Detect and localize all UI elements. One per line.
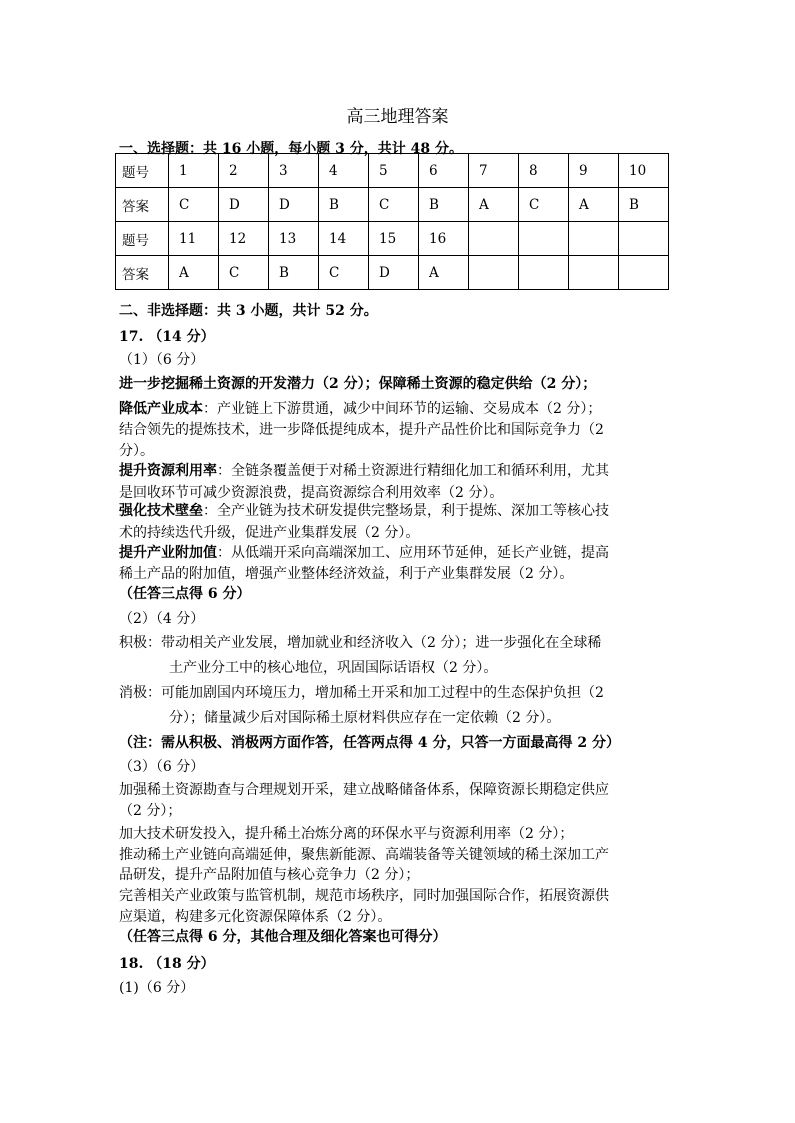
page-title: 高三地理答案 xyxy=(346,107,449,127)
answer-line: 积极：带动相关产业发展，增加就业和经济收入（2 分）；进一步强化在全球稀 xyxy=(119,635,602,651)
table-cell: B xyxy=(319,188,369,222)
table-cell: A xyxy=(419,256,469,290)
table-cell: C xyxy=(219,256,269,290)
q17-part3-label: （3）（6 分） xyxy=(119,759,205,775)
answer-line: 术的持续迭代升级，促进产业集群发展（2 分）。 xyxy=(119,525,420,541)
table-cell xyxy=(619,256,669,290)
table-row xyxy=(116,188,669,222)
answer-line: （2 分）； xyxy=(119,803,182,819)
answer-line: 结合领先的提炼技术，进一步降低提纯成本，提升产品性价比和国际竞争力（2 xyxy=(119,422,604,438)
row-label: 题号 xyxy=(116,222,169,256)
table-cell: 3 xyxy=(269,154,319,188)
q17-part2-label: （2）（4 分） xyxy=(119,611,205,627)
table-cell: D xyxy=(219,188,269,222)
table-row xyxy=(116,154,669,188)
answer-text: ：从低端开采向高端深加工、应用环节延伸，延长产业链，提高 xyxy=(217,545,609,561)
q18-part1-label: (1)（6 分） xyxy=(119,980,195,996)
table-cell xyxy=(519,222,569,256)
answer-line: 消极：可能加剧国内环境压力，增加稀土开采和加工过程中的生态保护负担（2 xyxy=(119,685,604,701)
answer-line xyxy=(119,400,601,418)
answer-text: ：全链条覆盖便于对稀土资源进行精细化加工和循环利用，尤其 xyxy=(217,463,609,479)
table-cell: A xyxy=(569,188,619,222)
row-label: 题号 xyxy=(116,154,169,188)
table-cell: D xyxy=(269,188,319,222)
answer-line: 完善相关产业政策与监管机制，规范市场秩序，同时加强国际合作，拓展资源供 xyxy=(119,888,609,904)
q18-title: 18. （18 分） xyxy=(119,956,215,972)
table-cell xyxy=(519,256,569,290)
key-point: 提升资源利用率 xyxy=(119,463,217,479)
table-cell: 9 xyxy=(569,154,619,188)
table-cell: B xyxy=(269,256,319,290)
answer-line: 稀土产品的附加值，增强产业整体经济效益，利于产业集群发展（2 分）。 xyxy=(119,566,574,582)
table-cell: C xyxy=(319,256,369,290)
table-cell: 5 xyxy=(369,154,419,188)
answer-line: 加大技术研发投入，提升稀土冶炼分离的环保水平与资源利用率（2 分）； xyxy=(119,826,574,842)
table-cell xyxy=(619,222,669,256)
answer-line: 分）。 xyxy=(119,443,154,459)
section2-heading: 二、非选择题：共 3 小题，共计 52 分。 xyxy=(119,303,378,319)
table-cell: 16 xyxy=(419,222,469,256)
answer-line: 推动稀土产业链向高端延伸，聚焦新能源、高端装备等关键领域的稀土深加工产 xyxy=(119,847,609,863)
table-cell: 4 xyxy=(319,154,369,188)
table-cell: B xyxy=(619,188,669,222)
answer-table xyxy=(115,153,669,290)
table-cell: 1 xyxy=(169,154,219,188)
table-cell: 11 xyxy=(169,222,219,256)
answer-line xyxy=(119,462,609,480)
scoring-note: （注：需从积极、消极两方面作答，任答两点得 4 分，只答一方面最高得 2 分） xyxy=(119,735,620,751)
answer-line: 进一步挖掘稀土资源的开发潜力（2 分）；保障稀土资源的稳定供给（2 分）； xyxy=(119,376,597,392)
table-cell: 13 xyxy=(269,222,319,256)
answer-line xyxy=(119,544,609,562)
answer-line: 分）；储量减少后对国际稀土原材料供应存在一定依赖（2 分）。 xyxy=(169,710,561,726)
table-cell: A xyxy=(169,256,219,290)
scoring-note: （任答三点得 6 分，其他合理及细化答案也可得分） xyxy=(119,929,447,945)
table-cell: 12 xyxy=(219,222,269,256)
table-cell: 15 xyxy=(369,222,419,256)
answer-text: ：全产业链为技术研发提供完整场景，利于提炼、深加工等核心技 xyxy=(203,503,609,519)
scoring-note: （任答三点得 6 分） xyxy=(119,586,251,602)
table-cell: 2 xyxy=(219,154,269,188)
section1-heading: 一、选择题：共 16 小题，每小题 3 分，共计 48 分。 xyxy=(119,141,463,157)
answer-line: 应渠道，构建多元化资源保障体系（2 分）。 xyxy=(119,909,392,925)
table-cell xyxy=(569,222,619,256)
table-cell: C xyxy=(169,188,219,222)
answer-line xyxy=(119,502,609,520)
key-point: 降低产业成本 xyxy=(119,401,203,417)
table-cell: 6 xyxy=(419,154,469,188)
row-label: 答案 xyxy=(116,188,169,222)
table-row xyxy=(116,222,669,256)
table-cell xyxy=(469,256,519,290)
table-cell: B xyxy=(419,188,469,222)
table-cell: A xyxy=(469,188,519,222)
table-cell: 10 xyxy=(619,154,669,188)
table-cell xyxy=(469,222,519,256)
table-cell: 14 xyxy=(319,222,369,256)
key-point: 强化技术壁垒 xyxy=(119,503,203,519)
table-cell: 8 xyxy=(519,154,569,188)
answer-text: ：产业链上下游贯通，减少中间环节的运输、交易成本（2 分）； xyxy=(203,401,602,417)
row-label: 答案 xyxy=(116,256,169,290)
key-point: 提升产业附加值 xyxy=(119,545,217,561)
answer-line: 土产业分工中的核心地位，巩固国际话语权（2 分）。 xyxy=(169,660,498,676)
table-cell: C xyxy=(519,188,569,222)
table-row xyxy=(116,256,669,290)
answer-line: 品研发，提升产品附加值与核心竞争力（2 分）； xyxy=(119,867,420,883)
table-cell: C xyxy=(369,188,419,222)
table-cell xyxy=(569,256,619,290)
table-cell: 7 xyxy=(469,154,519,188)
answer-line: 加强稀土资源勘查与合理规划开采，建立战略储备体系，保障资源长期稳定供应 xyxy=(119,782,609,798)
q17-title: 17. （14 分） xyxy=(119,329,215,345)
q17-part1-label: （1）（6 分） xyxy=(119,352,205,368)
answer-line: 是回收环节可减少资源浪费，提高资源综合利用效率（2 分）。 xyxy=(119,485,504,501)
table-cell: D xyxy=(369,256,419,290)
